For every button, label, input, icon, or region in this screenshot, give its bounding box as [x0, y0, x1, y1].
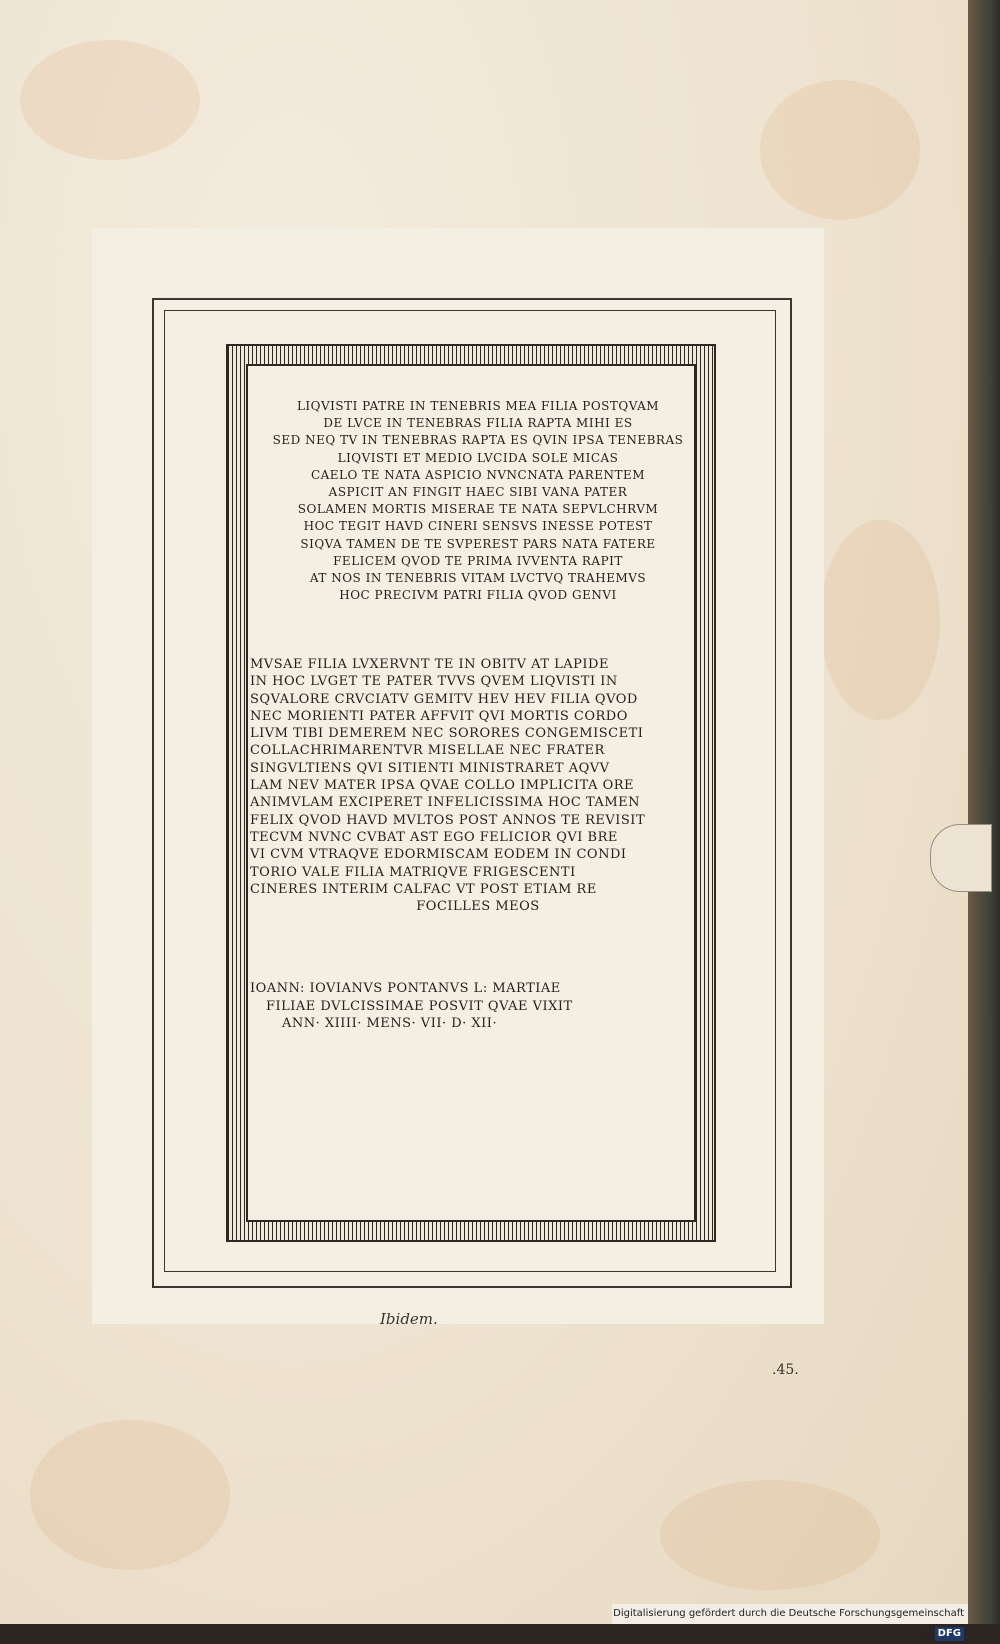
- foxing-stain: [820, 520, 940, 720]
- inscription-line: FELICEM QVOD TE PRIMA IVVENTA RAPIT: [333, 553, 623, 568]
- inscription-line: AT NOS IN TENEBRIS VITAM LVCTVQ TRAHEMVS: [309, 571, 647, 586]
- inscription-line: CAELO TE NATA ASPICIO NVNCNATA PARENTEM: [310, 467, 646, 482]
- inscription-line: FELIX QVOD HAVD MVLTOS POST ANNOS TE REVISIT: [250, 812, 646, 828]
- inscription-line: VI CVM VTRAQVE EDORMISCAM EODEM IN CONDI: [250, 847, 627, 863]
- inscription-line: LIVM TIBI DEMEREM NEC SORORES CONGEMISCETI: [250, 726, 644, 742]
- inscription-line: LIQVISTI ET MEDIO LVCIDA SOLE MICAS: [337, 450, 619, 465]
- inscription-line: SOLAMEN MORTIS MISERAE TE NATA SEPVLCHRVM: [297, 502, 659, 517]
- inscription-line: LIQVISTI PATRE IN TENEBRIS MEA FILIA POSTQVAM: [296, 399, 660, 413]
- foxing-stain: [30, 1420, 230, 1570]
- plate-caption: Ibidem.: [380, 1310, 438, 1328]
- inscription-dedication: [250, 980, 706, 1033]
- inscription-line: FILIAE DVLCISSIMAE POSVIT QVAE VIXIT: [266, 998, 573, 1014]
- inscription-line: IN HOC LVGET TE PATER TVVS QVEM LIQVISTI IN: [250, 674, 618, 690]
- inscription-line: HOC PRECIVM PATRI FILIA QVOD GENVI: [339, 588, 617, 603]
- inscription-line: LAM NEV MATER IPSA QVAE COLLO IMPLICITA ORE: [250, 778, 635, 794]
- inscription-line: COLLACHRIMARENTVR MISELLAE NEC FRATER: [250, 743, 605, 759]
- inscription-line: TORIO VALE FILIA MATRIQVE FRIGESCENTI: [250, 864, 576, 880]
- inscription-epitaph-verse: [250, 398, 706, 604]
- inscription-line: ANN· XIIII· MENS· VII· D· XII·: [282, 1016, 498, 1031]
- inscription-line: SED NEQ TV IN TENEBRAS RAPTA ES QVIN IPSA TENEBRAS: [272, 433, 684, 448]
- page-number: .45.: [772, 1362, 799, 1378]
- inscription-line: CINERES INTERIM CALFAC VT POST ETIAM RE: [250, 881, 597, 897]
- inscription-line: HOC TEGIT HAVD CINERI SENSVS INESSE POTEST: [303, 519, 653, 534]
- book-spine-edge: [968, 0, 1000, 1624]
- inscription-prose-lament: [250, 656, 706, 915]
- foxing-stain: [20, 40, 200, 160]
- dfg-logo: DFG: [935, 1627, 964, 1641]
- inscription-line: TECVM NVNC CVBAT AST EGO FELICIOR QVI BRE: [250, 829, 618, 845]
- inscription-line: FOCILLES MEOS: [416, 899, 540, 915]
- page-tab-marker: [930, 824, 992, 892]
- inscription-line: NEC MORIENTI PATER AFFVIT QVI MORTIS CORDO: [250, 708, 628, 724]
- inscription-line: SQVALORE CRVCIATV GEMITV HEV HEV FILIA QVOD: [250, 691, 638, 707]
- inscription-line: DE LVCE IN TENEBRAS FILIA RAPTA MIHI ES: [323, 416, 633, 431]
- foxing-stain: [660, 1480, 880, 1590]
- footer-text: Digitalisierung gefördert durch die Deutsche Forschungsgemeinschaft -: [613, 1608, 964, 1639]
- inscription-line: ANIMVLAM EXCIPERET INFELICISSIMA HOC TAMEN: [250, 795, 640, 811]
- inscription-line: MVSAE FILIA LVXERVNT TE IN OBITV AT LAPIDE: [250, 657, 609, 672]
- inscription-line: IOANN: IOVIANVS PONTANVS L: MARTIAE: [250, 981, 561, 996]
- inscription-line: SINGVLTIENS QVI SITIENTI MINISTRARET AQVV: [250, 760, 610, 776]
- inscription-line: ASPICIT AN FINGIT HAEC SIBI VANA PATER: [328, 485, 628, 500]
- digitization-footer: [612, 1604, 968, 1639]
- foxing-stain: [760, 80, 920, 220]
- inscription-line: SIQVA TAMEN DE TE SVPEREST PARS NATA FATERE: [300, 536, 656, 551]
